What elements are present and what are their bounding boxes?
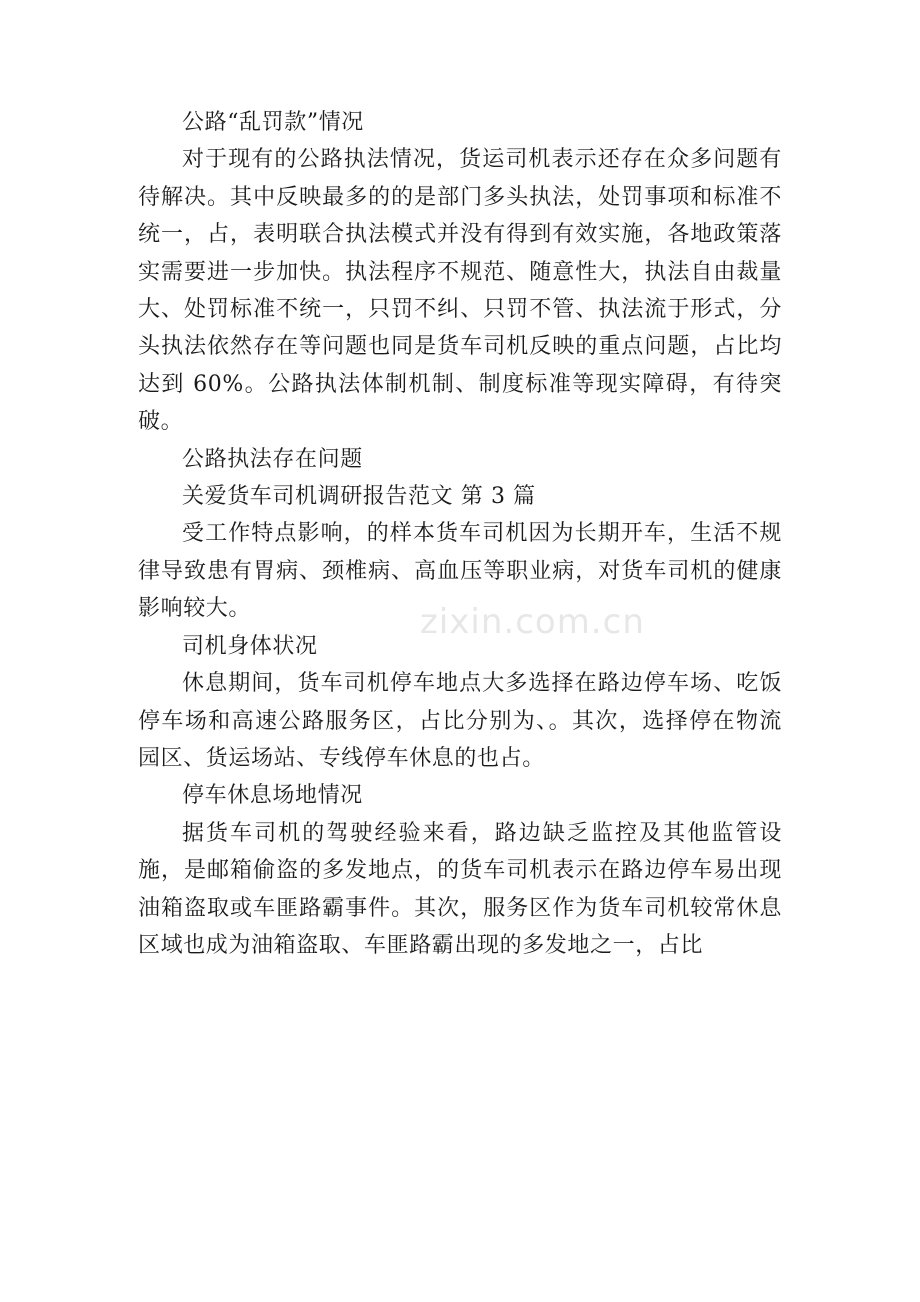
paragraph-health-impact: 受工作特点影响，的样本货车司机因为长期开车，生活不规律导致患有胃病、颈椎病、高血压等职业病，对货车司机的健康影响较大。 bbox=[138, 521, 782, 622]
article-title-part-3: 关爱货车司机调研报告范文 第 3 篇 bbox=[182, 484, 536, 510]
section-heading-driver-health: 司机身体状况 bbox=[182, 633, 318, 659]
paragraph-enforcement-issues: 对于现有的公路执法情况，货运司机表示还存在众多问题有待解决。其中反映最多的的是部门多头执法，处罚事项和标准不统一，占，表明联合执法模式并没有得到有效实施，各地政策落实需要进一步加快。执法程序不规范、随意性大，执法自由裁量大、处罚标准不统一，只罚不纠、只罚不管、执法流于形式，分头执法依然存在等问题也同是货车司机反映的重点问题，占比均达到 60%。公路执法体制机制、制度标准等现实障碍，有待突破。 bbox=[138, 147, 782, 435]
section-heading-fines: 公路“乱罚款”情况 bbox=[182, 110, 364, 135]
section-heading-parking-rest: 停车休息场地情况 bbox=[182, 783, 363, 809]
paragraph-parking-locations: 休息期间，货车司机停车地点大多选择在路边停车场、吃饭停车场和高速公路服务区，占比分别为、。其次，选择停在物流园区、货运场站、专线停车休息的也占。 bbox=[138, 671, 782, 771]
document-body bbox=[138, 104, 782, 964]
watermark: zixin.com.cn bbox=[420, 602, 645, 642]
paragraph-fuel-theft: 据货车司机的驾驶经验来看，路边缺乏监控及其他监管设施，是邮箱偷盗的多发地点，的货车司机表示在路边停车易出现油箱盗取或车匪路霸事件。其次，服务区作为货车司机较常休息区域也成为油箱盗取、车匪路霸出现的多发地之一，占比 bbox=[138, 820, 782, 958]
section-heading-enforcement-problems: 公路执法存在问题 bbox=[182, 446, 363, 472]
